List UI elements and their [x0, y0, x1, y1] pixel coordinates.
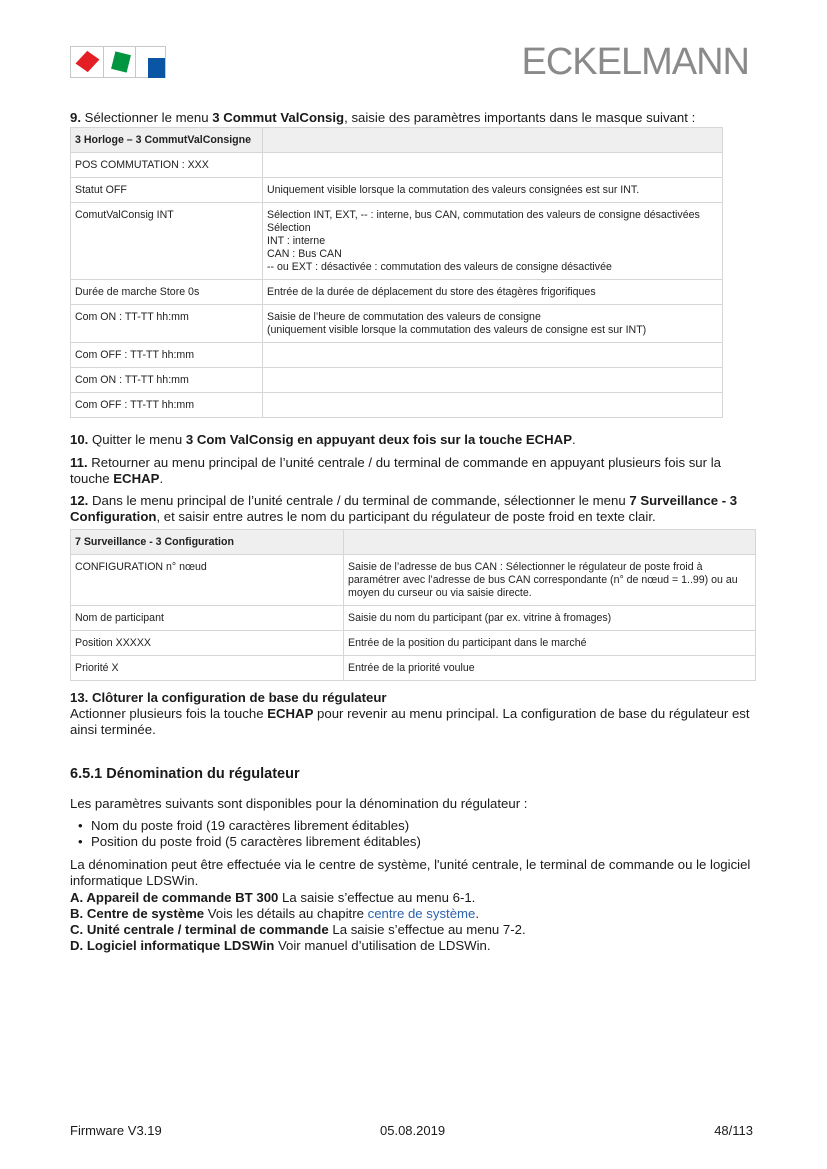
header-cell	[344, 530, 756, 555]
bullet-list	[70, 818, 760, 850]
param-cell: Com OFF : TT-TT hh:mm	[71, 393, 263, 418]
table-row	[71, 178, 723, 203]
method-list	[70, 890, 760, 954]
section-heading: 6.5.1 Dénomination du régulateur	[70, 766, 300, 782]
table-row	[71, 656, 756, 681]
param-cell: Com ON : TT-TT hh:mm	[71, 305, 263, 343]
section-paragraph: La dénomination peut être effectuée via le centre de système, l'unité centrale, le terminal de commande ou le logiciel informatique LDSWin.	[70, 857, 751, 888]
table-row	[71, 606, 756, 631]
description-cell	[263, 203, 723, 280]
header-cell: 3 Horloge – 3 CommutValConsigne	[71, 128, 263, 153]
description-line: INT : interne	[267, 235, 326, 247]
step-13-title: 13. Clôturer la configuration de base du régulateur	[70, 690, 387, 705]
method-item: B. Centre de système Vois les détails au chapitre centre de système.	[70, 906, 480, 921]
method-item: A. Appareil de commande BT 300 La saisie s’effectue au menu 6-1.	[70, 890, 476, 905]
description-line: Sélection	[267, 222, 311, 234]
description-line: Entrée de la durée de déplacement du store des étagères frigorifiques	[267, 286, 596, 298]
param-cell: Statut OFF	[71, 178, 263, 203]
step-13: 13. Clôturer la configuration de base du régulateur Actionner plusieurs fois la touche ECHAP pour revenir au menu principal. La configuration de base du régulateur est ainsi terminée.	[70, 690, 750, 737]
step-11: 11. Retourner au menu principal de l’unité centrale / du terminal de commande en appuyant plusieurs fois sur la touche ECHAP.	[70, 455, 721, 486]
description-cell	[263, 305, 723, 343]
description-cell	[263, 368, 723, 393]
header-cell	[263, 128, 723, 153]
description-cell	[263, 280, 723, 305]
config-table-commut	[70, 127, 723, 418]
table-row	[71, 393, 723, 418]
param-cell: ComutValConsig INT	[71, 203, 263, 280]
param-cell: Com ON : TT-TT hh:mm	[71, 368, 263, 393]
param-cell: Com OFF : TT-TT hh:mm	[71, 343, 263, 368]
footer-page-number: 48/113	[714, 1123, 753, 1138]
param-cell: POS COMMUTATION : XXX	[71, 153, 263, 178]
list-item: • Position du poste froid (5 caractères librement éditables)	[70, 834, 760, 850]
param-cell: CONFIGURATION n° nœud	[71, 555, 344, 606]
param-cell: Nom de participant	[71, 606, 344, 631]
header-cell: 7 Surveillance - 3 Configuration	[71, 530, 344, 555]
description-cell	[263, 393, 723, 418]
config-table-surveillance	[70, 529, 756, 681]
param-cell: Position XXXXX	[71, 631, 344, 656]
description-line: -- ou EXT : désactivée : commutation des valeurs de consigne désactivée	[267, 261, 612, 273]
table-row	[71, 555, 756, 606]
param-cell: Durée de marche Store 0s	[71, 280, 263, 305]
section-intro: Les paramètres suivants sont disponibles pour la dénomination du régulateur :	[70, 796, 528, 811]
company-logo	[70, 46, 166, 78]
description-cell	[263, 343, 723, 368]
footer-firmware: Firmware V3.19	[70, 1123, 162, 1138]
table-row	[71, 631, 756, 656]
table-header	[71, 530, 756, 555]
description-cell: Saisie du nom du participant (par ex. vitrine à fromages)	[344, 606, 756, 631]
footer-date: 05.08.2019	[380, 1123, 446, 1138]
brand-name: ECKELMANN	[521, 41, 749, 83]
table-row	[71, 368, 723, 393]
description-cell	[263, 178, 723, 203]
description-line: CAN : Bus CAN	[267, 248, 342, 260]
centre-de-systeme-link[interactable]: centre de système	[367, 906, 476, 921]
description-cell: Entrée de la position du participant dans le marché	[344, 631, 756, 656]
description-line: Saisie de l’heure de commutation des valeurs de consigne	[267, 311, 541, 323]
description-line: (uniquement visible lorsque la commutation des valeurs de consigne est sur INT)	[267, 324, 647, 336]
table-row	[71, 280, 723, 305]
step-number: 9.	[70, 110, 81, 125]
description-cell: Entrée de la priorité voulue	[344, 656, 756, 681]
step-9: 9. Sélectionner le menu 3 Commut ValConsig, saisie des paramètres importants dans le masque suivant :	[70, 110, 696, 125]
description-cell: Saisie de l’adresse de bus CAN : Sélectionner le régulateur de poste froid à paramétrer avec l’adresse de bus CAN correspondante (n° de nœud = 1..99) ou au moyen du curseur ou via saisie directe.	[344, 555, 756, 606]
description-cell	[263, 153, 723, 178]
table-row	[71, 203, 723, 280]
method-item: D. Logiciel informatique LDSWin Voir manuel d’utilisation de LDSWin.	[70, 938, 491, 953]
list-item: • Nom du poste froid (19 caractères librement éditables)	[70, 818, 760, 834]
description-line: Uniquement visible lorsque la commutation des valeurs consignées est sur INT.	[267, 184, 640, 196]
method-item: C. Unité centrale / terminal de commande La saisie s’effectue au menu 7-2.	[70, 922, 526, 937]
table-row	[71, 153, 723, 178]
step-10: 10. Quitter le menu 3 Com ValConsig en appuyant deux fois sur la touche ECHAP.	[70, 432, 576, 447]
table-row	[71, 305, 723, 343]
table-header	[71, 128, 723, 153]
param-cell: Priorité X	[71, 656, 344, 681]
description-line: Sélection INT, EXT, -- : interne, bus CAN, commutation des valeurs de consigne désactivées	[267, 209, 700, 221]
step-12: 12. Dans le menu principal de l’unité centrale / du terminal de commande, sélectionner le menu 7 Surveillance - 3 Configuration, et saisir entre autres le nom du participant du régulateur de poste froid en texte clair.	[70, 493, 738, 524]
table-row	[71, 343, 723, 368]
